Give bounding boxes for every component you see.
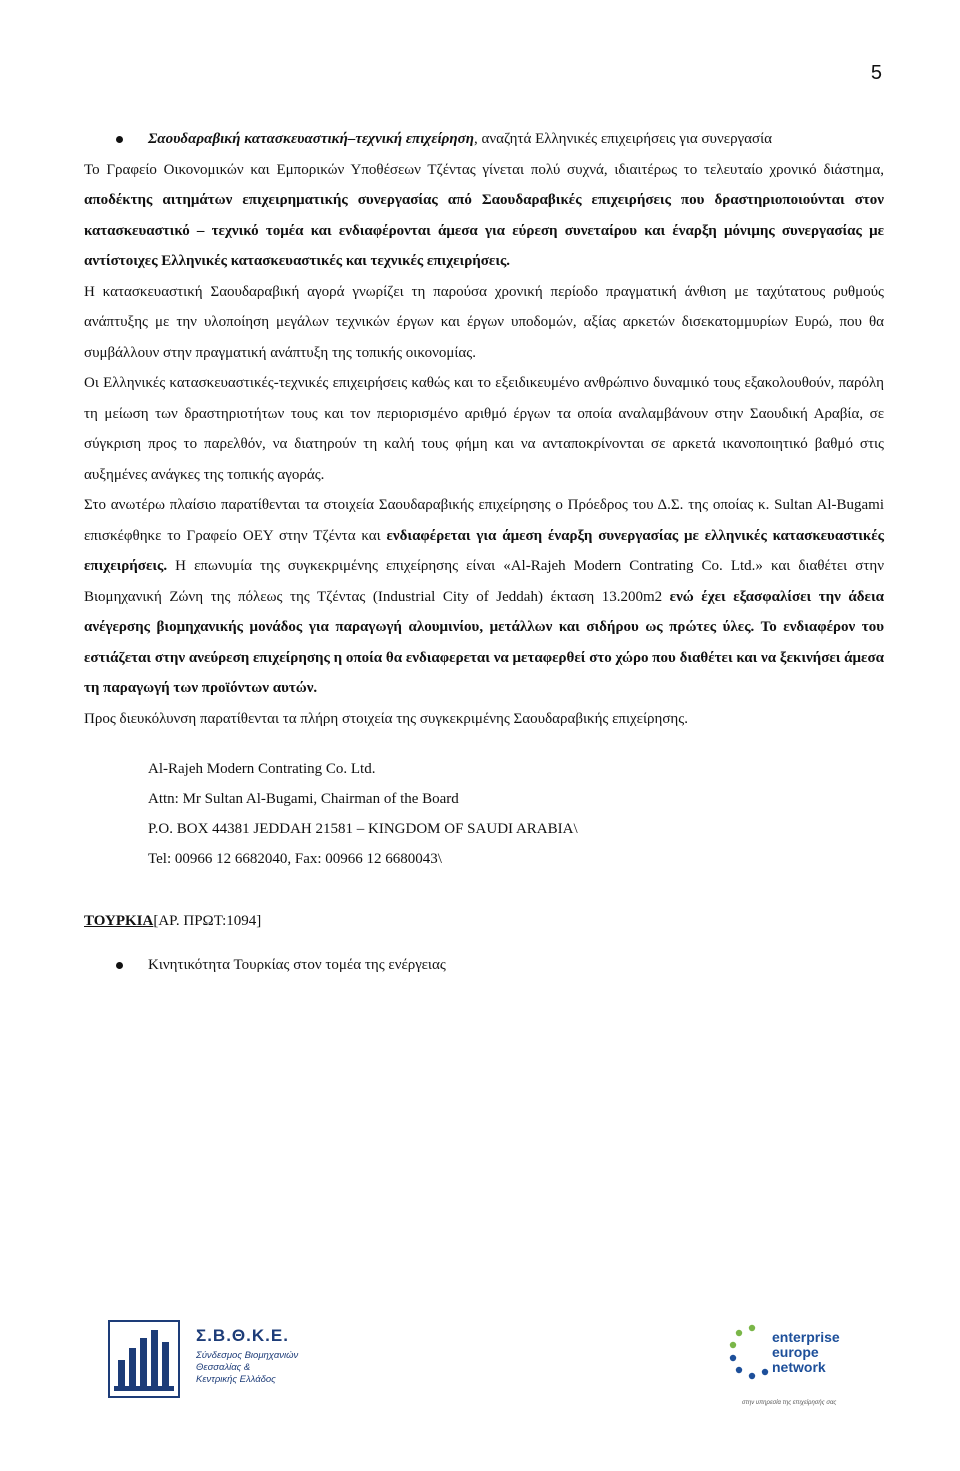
address-po-box: P.O. BOX 44381 JEDDAH 21581 – KINGDOM OF SAUDI ARABIA\ xyxy=(148,821,578,837)
factory-logo-icon xyxy=(108,1320,180,1398)
company-address-block xyxy=(84,754,884,874)
sbvke-logo xyxy=(108,1320,323,1400)
sbvke-title: Σ.Β.Θ.Κ.Ε. xyxy=(196,1326,289,1345)
sbvke-subtitle-line1: Σύνδεσμος Βιομηχανιών xyxy=(196,1350,299,1361)
bullet-turkey-text: Κινητικότητα Τουρκίας στον τομέα της ενέργειας xyxy=(148,957,446,973)
paragraph-company-bold-b: ενδιαφέρεται για άμεση έναρξη συνεργασίας με ελληνικές κατασκευαστικές επιχειρήσεις. xyxy=(84,527,884,574)
bullet-turkey-energy xyxy=(84,950,884,981)
section-heading-turkey xyxy=(84,906,884,936)
paragraph-greek-companies: Οι Ελληνικές κατασκευαστικές-τεχνικές επιχειρήσεις καθώς και το εξειδικευμένο ανθρώπινο δυναμικό τους εξακολουθούν, παρόλη τη μείωση των δραστηριοτήτων τους και τον περιορισμένο αριθμό έργων τα οποία αναλαμβάνουν στην Σαουδική Αραβία, σε σύγκριση προς το παρελθόν, να διατηρούν τη καλή τους φήμη και να ανταποκρίνονται σε αρκετά ικανοποιητικό βαθμό στις αυξημένες ανάγκες της τοπικής αγοράς. xyxy=(84,375,884,483)
een-wordmark xyxy=(772,1330,840,1375)
document-body xyxy=(84,124,884,981)
bullet-heading: Σαουδαραβική κατασκευαστική–τεχνική επιχείρηση xyxy=(148,131,474,147)
paragraph-company-text-a: Στο ανωτέρω πλαίσιο παρατίθενται τα στοιχεία Σαουδαραβικής επιχείρησης ο Πρόεδρος του Δ.Σ. της οποίας κ. Sultan Al-Bugami επισκέφθηκε το Γραφείο ΟΕΥ στην Τζέντα και xyxy=(84,497,884,544)
paragraph-market: Η κατασκευαστική Σαουδαραβική αγορά γνωρίζει τη παρούσα χρονική περίοδο πραγματική άνθιση με ταχύτατους ρυθμούς ανάπτυξης με την υλοποίηση μεγάλων τεχνικών έργων και έργων υποδομών, αξίας αρκετών δισεκατομμυρίων Ευρώ, που θα συμβάλλουν στην πραγματική ανάπτυξη της τοπικής οικονομίας. xyxy=(84,283,884,361)
paragraph-company-text-c: Η επωνυμία της συγκεκριμένης επιχείρησης είναι «Al-Rajeh Modern Contrating Co. Ltd.» και διαθέτει στην Βιομηχανική Ζώνη της πόλεως της Τζέντας (Industrial City of Jeddah) έκταση 13.200m2 xyxy=(84,558,884,605)
sbvke-subtitle-line3: Κεντρικής Ελλάδος xyxy=(196,1374,276,1385)
paragraph-company-bold-d: ενώ έχει εξασφαλίσει την άδεια ανέγερσης βιομηχανικής μονάδος για παραγωγή αλουμινίου, μετάλλων και σιδήρου ως πρώτες ύλες. Το ενδιαφέρον του εστιάζεται στην ανεύρεση επιχείρησης η οποία θα ενδιαφερεται να μεταφερθεί στο χώρο που διαθέτει και να ξεκινήσει άμεσα τη παραγωγή των προϊόντων αυτών. xyxy=(84,588,884,696)
page-footer xyxy=(0,1318,960,1418)
een-stars-icon xyxy=(728,1322,776,1382)
bullet-heading-rest: , αναζητά Ελληνικές επιχειρήσεις για συνεργασία xyxy=(473,131,773,147)
een-word-network: network xyxy=(772,1359,826,1375)
address-company-name: Al-Rajeh Modern Contrating Co. Ltd. xyxy=(148,761,376,777)
sbvke-subtitle xyxy=(196,1350,298,1386)
bullet-saudi-company xyxy=(84,124,884,155)
een-tagline: στην υπηρεσία της επιχείρησής σας xyxy=(742,1400,837,1406)
enterprise-europe-network-logo xyxy=(728,1322,868,1418)
een-word-europe: europe xyxy=(772,1344,819,1360)
paragraph-contact-intro: Προς διευκόλυνση παρατίθενται τα πλήρη στοιχεία της συγκεκριμένης Σαουδαραβικής επιχείρησης. xyxy=(84,710,688,727)
paragraph-intro-text: Το Γραφείο Οικονομικών και Εμπορικών Υποθέσεων Τζέντας γίνεται πολύ συχνά, ιδιαιτέρως το τελευταίο χρονικό διάστημα, xyxy=(84,161,884,178)
paragraph-intro-bold: αποδέκτης αιτημάτων επιχειρηματικής συνεργασίας από Σαουδαραβικές επιχειρήσεις που δραστηριοποιούνται στον κατασκευαστικό – τεχνικό τομέα και ενδιαφέρονται άμεσα για εύρεση συνεταίρου και έναρξη μόνιμης συνεργασίας με αντίστοιχες Ελληνικές κατασκευαστικές και τεχνικές επιχειρήσεις. xyxy=(84,192,884,269)
sbvke-subtitle-line2: Θεσσαλίας & xyxy=(196,1362,251,1373)
page-number: 5 xyxy=(870,62,882,84)
een-word-enterprise: enterprise xyxy=(772,1329,840,1345)
country-heading: ΤΟΥΡΚΙΑ xyxy=(84,913,154,929)
paragraph-company-details xyxy=(84,490,884,704)
bullet-text xyxy=(148,124,884,155)
bullet-icon xyxy=(116,136,123,143)
bullet-icon xyxy=(116,962,123,969)
paragraph-intro xyxy=(84,155,884,277)
address-phone-fax: Tel: 00966 12 6682040, Fax: 00966 12 6680043\ xyxy=(148,851,442,867)
protocol-reference: [ΑΡ. ΠΡΩΤ:1094] xyxy=(153,913,262,929)
address-attention: Attn: Mr Sultan Al-Bugami, Chairman of the Board xyxy=(148,791,459,807)
